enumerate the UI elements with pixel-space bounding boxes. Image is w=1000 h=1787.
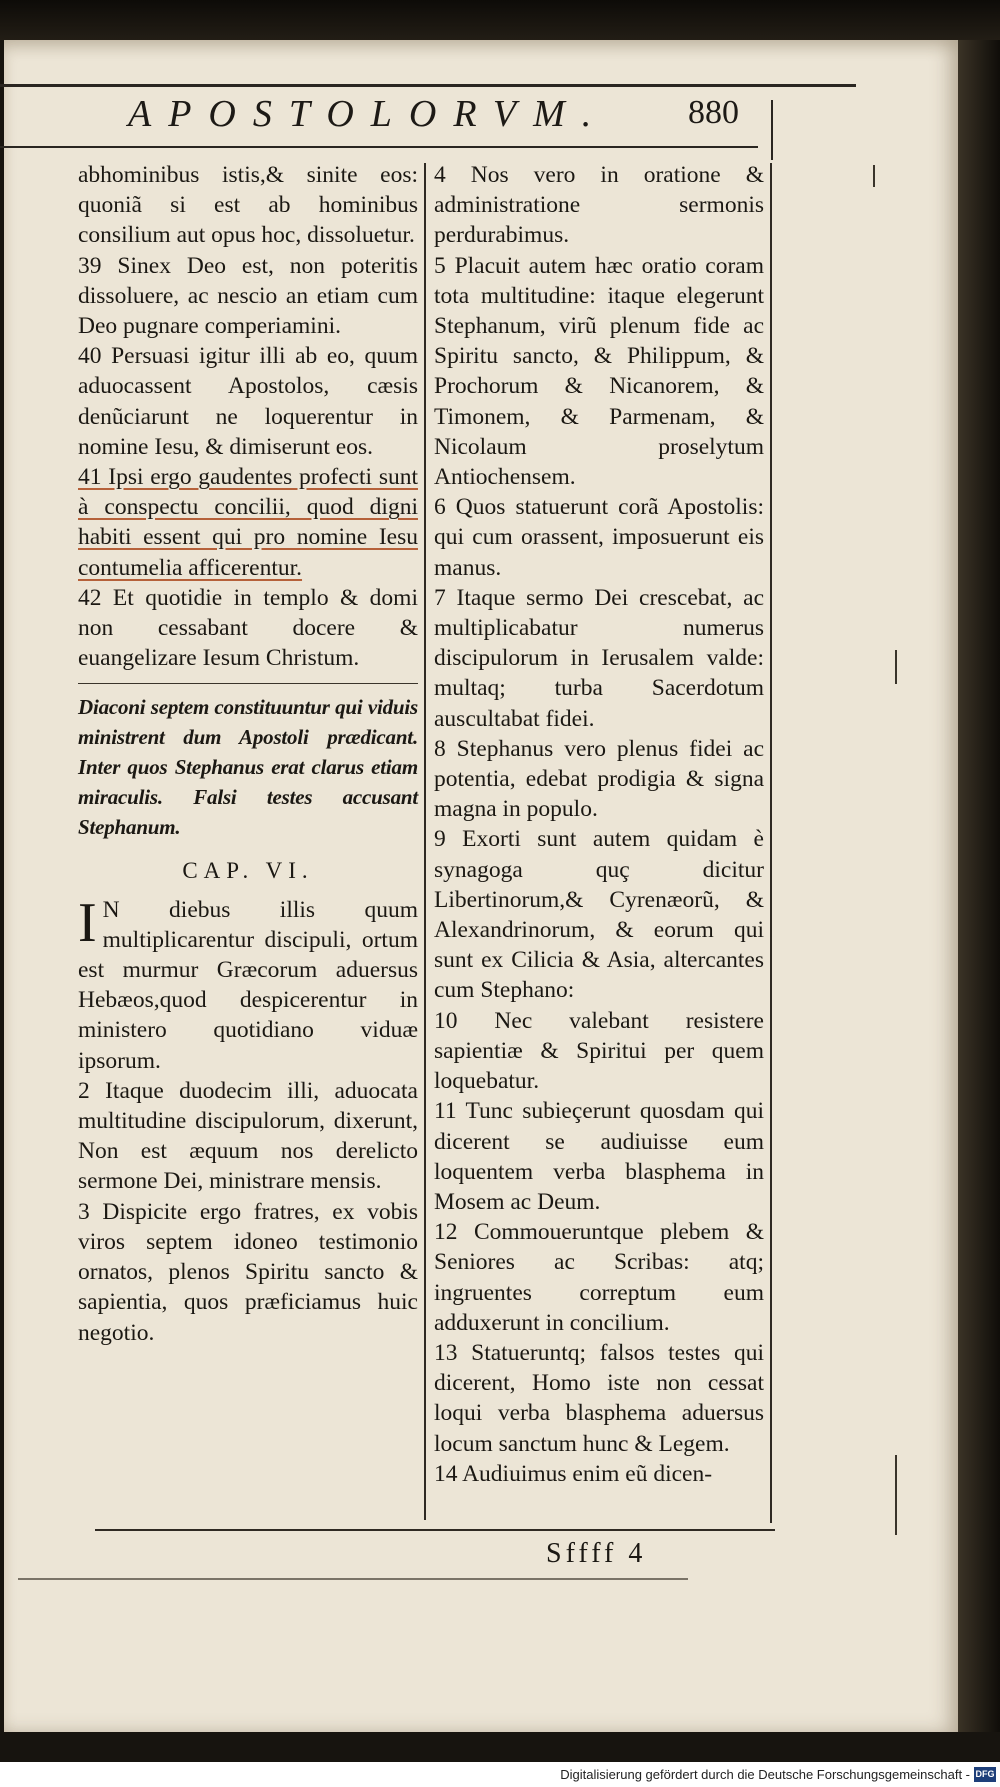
book-gutter-shadow <box>958 40 1000 1732</box>
left-column <box>78 160 418 1348</box>
drop-capital: I <box>78 891 97 954</box>
verse-11: 11 Tunc subieçerunt quosdam qui dicerent se audiuisse eum loquentem verba blasphema in Mosem ac Deum. <box>434 1098 764 1215</box>
header-rule-top <box>0 84 856 87</box>
dfg-logo: DFG <box>974 1767 996 1782</box>
signature-mark: Sffff 4 <box>546 1538 647 1569</box>
header-rule-bottom <box>0 146 758 148</box>
scan-border-top <box>0 0 1000 40</box>
digitization-credit: Digitalisierung gefördert durch die Deutsche Forschungsgemeinschaft - <box>560 1767 970 1782</box>
verse-42: 42 Et quotidie in templo & domi non cessabant docere & euangelizare Iesum Christum. <box>78 584 418 672</box>
verse-13: 13 Statueruntq; falsos testes qui dicerent, Homo iste non cessat loqui verba blasphema aduersus locum sanctum hunc & Legem. <box>434 1339 764 1457</box>
verse-8: 8 Stephanus vero plenus fidei ac potentia, edebat prodigia & signa magna in populo. <box>434 735 764 823</box>
chapter-separator <box>78 683 418 684</box>
verse-2: 2 Itaque duodecim illi, aduocata multitudine discipulorum, dixerunt, Non est æquum nos derelicto sermone Dei, ministrare mensis. <box>78 1077 418 1195</box>
running-head: APOSTOLORVM. <box>128 93 609 135</box>
verse-6: 6 Quos statuerunt corã Apostolis: qui cum orassent, imposuerunt eis manus. <box>434 494 764 581</box>
verse-1-text: N diebus illis quum multiplicarentur discipuli, ortum est murmur Græcorum aduersus Hebæos,quod despicerentur in ministero quotidiano viduæ ipsorum. <box>78 896 418 1074</box>
verse-9: 9 Exorti sunt autem quidam è synagoga quç dicitur Libertinorum,& Cyrenæorũ, & Alexandrinorum, & eorum qui sunt ex Cilicia & Asia, altercantes cum Stephano: <box>434 826 764 1004</box>
verse-12: 12 Commoueruntque plebem & Seniores ac Scribas: atq; ingruentes correptum eum adduxerunt in concilium. <box>434 1219 764 1336</box>
folio-number: 880 <box>688 94 739 131</box>
verse-4: 4 Nos vero in oratione & administratione sermonis perdurabimus. <box>434 162 764 249</box>
right-margin-rule <box>770 163 772 1523</box>
verse-1 <box>78 891 418 1076</box>
verse-41: 41 Ipsi ergo gaudentes profecti sunt à conspectu concilii, quod digni habiti essent qui pro nomine Iesu contumelia afficerentur. <box>78 464 418 581</box>
margin-mark-upper <box>873 165 875 187</box>
bottom-rule <box>95 1529 775 1531</box>
margin-mark-lower <box>895 1455 897 1535</box>
chapter-summary: Diaconi septem constituuntur qui viduis ministrent dum Apostoli prædicant. Inter quos Stephanus erat clarus etiam miraculis. Falsi testes accusant Stephanum. <box>78 695 418 840</box>
verse-14: 14 Audiuimus enim eũ dicen- <box>434 1460 713 1487</box>
margin-mark-mid <box>895 650 897 684</box>
chapter-heading: CAP. VI. <box>182 858 314 884</box>
lower-margin-rule <box>18 1578 688 1580</box>
header-vertical-rule <box>771 100 773 160</box>
verse-5: 5 Placuit autem hæc oratio coram tota multitudine: itaque elegerunt Stephanum, virũ plenum fide ac Spiritu sancto, & Philippum, & Prochorum & Nicanorem, & Timonem, & Parmenam, & Nicolaum proselytum Antiochensem. <box>434 252 764 491</box>
right-column <box>434 160 764 1489</box>
verse-3: 3 Dispicite ergo fratres, ex vobis viros septem idoneo testimonio ornatos, plenos Spiritu sancto & sapientia, quos præficiamus huic negotio. <box>78 1198 418 1346</box>
verse-continuation: abhominibus istis,& sinite eos: quoniã si est ab hominibus consilium aut opus hoc, dissoluetur. <box>78 162 418 249</box>
verse-10: 10 Nec valebant resistere sapientiæ & Spiritui per quem loquebatur. <box>434 1007 764 1095</box>
column-divider <box>424 163 426 1520</box>
verse-7: 7 Itaque sermo Dei crescebat, ac multiplicabatur numerus discipulorum in Ierusalem valde: multaq; turba Sacerdotum auscultabat fidei. <box>434 584 764 732</box>
verse-40: 40 Persuasi igitur illi ab eo, quum aduocassent Apostolos, cæsis denũciarunt ne loquerentur in nomine Iesu, & dimiserunt eos. <box>78 343 418 460</box>
verse-39: 39 Sinex Deo est, non poteritis dissoluere, ac nescio an etiam cum Deo pugnare comperiamini. <box>78 252 418 340</box>
